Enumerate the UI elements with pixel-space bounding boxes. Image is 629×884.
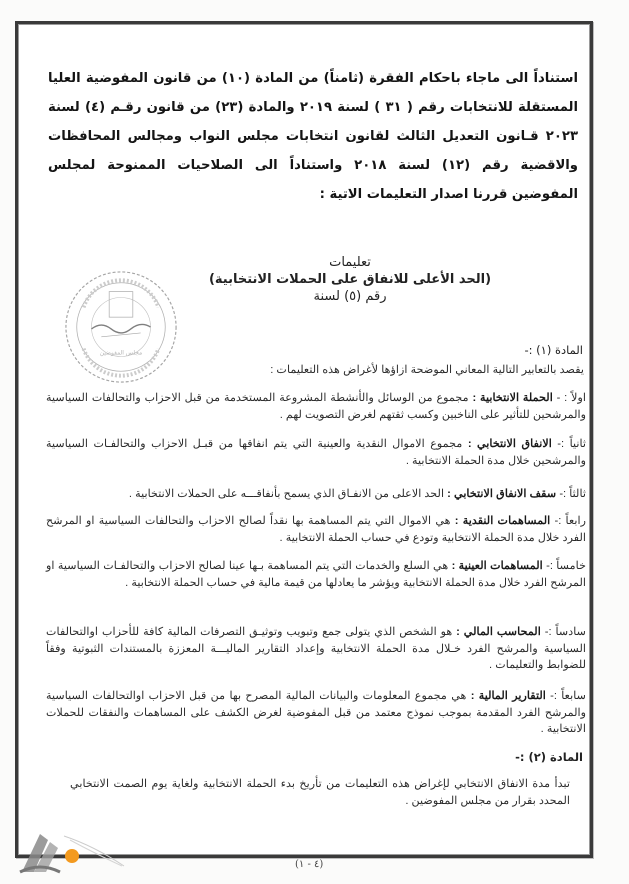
item-prefix: ثانياً :- (551, 438, 586, 450)
item-term: سقف الانفاق الانتخابي : (447, 488, 557, 500)
watermark-logo-icon (14, 826, 134, 876)
item-term: المساهمات النقدية : (454, 515, 551, 527)
instructions-title (150, 254, 550, 305)
definition-item (46, 688, 586, 738)
definition-item (46, 486, 586, 503)
definition-item (46, 513, 586, 546)
article-2-heading: المادة (٢) :- (515, 750, 583, 764)
item-term: التقارير المالية : (470, 690, 546, 702)
definition-item (46, 558, 586, 591)
article-1-intro: يقصد بالتعابير التالية المعاني الموضحة ازاؤها لأغراض هذه التعليمات : (270, 364, 584, 376)
article-2-text: تبدأ مدة الانفاق الانتخابي لإغراض هذه التعليمات من تأريخ بدء الحملة الانتخابية ولغاية يوم الصمت الانتخابي المحدد بقرار من مجلس المفوضين . (70, 778, 570, 807)
item-prefix: رابعاً :- (550, 515, 586, 527)
seal-signatory: مجلس المفوضين (99, 350, 143, 357)
item-term: الحملة الانتخابية : (472, 392, 553, 404)
item-text: هي مجموع المعلومات والبيانات المالية المصرح بها من قبل الاحزاب اوالتحالفات السياسية والمرشح الفرد المقدمة بموجب نموذج معتمد من قبل المفوضية لغرض الكشف على المساهمات والنفقات للحملات الانتخابية . (46, 690, 586, 735)
preamble-paragraph: استناداً الى ماجاء باحكام الفقرة (ثامناً) من المادة (١٠) من قانون المفوضية العليا المستقلة للانتخابات رقم ( ٣١ ) لسنة ٢٠١٩ والمادة (٢٣) من قانون رقـم (٤) لسنة ٢٠٢٣ قـانون التعديل الثالث لقانون انتخابات مجلس النواب ومجالس المحافظات والاقضية رقم (١٢) لسنة ٢٠١٨ واستناداً الى الصلاحيات الممنوحة لمجلس المفوضين قررنا اصدار التعليمات الاتية : (48, 71, 579, 202)
item-prefix: اولاً : - (552, 392, 586, 404)
item-prefix: خامساً :- (542, 560, 586, 572)
definition-item (46, 390, 586, 423)
article-1-heading: المادة (١) :- (524, 343, 583, 357)
item-text: هي السلع والخدمات التي يتم المساهمة بـها عينا لصالح الاحزاب والتحالفـات السياسية او المرشح الفرد خلال مدة الحملة الانتخابية ويؤشر ما يعادلها من قيمة مالية في حساب الحملة الانتخابية . (46, 560, 586, 589)
item-prefix: سابعاً :- (545, 690, 586, 702)
item-prefix: ثالثاً :- (556, 488, 586, 500)
item-term: الانفاق الانتخابي : (467, 438, 552, 450)
item-text: مجموع من الوسائل والأنشطة المشروعة المستخدمة من قبل الاحزاب والتحالفات السياسية والمرشحين للتأثير على الناخبين وكسب ثقتهم لغرض التصويت لهم . (46, 392, 586, 421)
title-line-3: رقم (٥) لسنة (313, 289, 387, 304)
page-number: (٤ - ١) (295, 859, 324, 870)
definition-item (46, 624, 586, 674)
definition-item (46, 436, 586, 469)
item-term: المحاسب المالي : (456, 626, 541, 638)
item-text: هو الشخص الذي يتولى جمع وتبويب وتوثيـق التصرفات المالية كافة للأحزاب اوالتحالفات السياسية والمرشح الفرد خـلال مدة الحملة الانتخابية وإعداد التقارير الماليـــة المعززة بالمستندات الثبوتية وفقاً للضوابط والتعليمات . (46, 626, 586, 671)
item-term: المساهمات العينية : (451, 560, 543, 572)
item-text: الحد الاعلى من الانفـاق الذي يسمح بأنفاقـــه على الحملات الانتخابية . (128, 488, 448, 500)
title-line-2: (الحد الأعلى للانفاق على الحملات الانتخابية) (208, 272, 492, 287)
title-line-1: تعليمات (329, 255, 371, 270)
item-text: هي الاموال التي يتم المساهمة بها نقداً لصالح الاحزاب والتحالفات السياسية او المرشح الفرد خلال مدة الحملة الانتخابية وتودع في حساب الحملة الانتخابية . (46, 515, 586, 544)
item-text: مجموع الاموال النقدية والعينية التي يتم انفاقها من قبـل الاحزاب والتحالفـات السياسية والمرشحين خلال مدة الحملة الانتخابية . (46, 438, 586, 467)
item-prefix: سادساً :- (540, 626, 586, 638)
